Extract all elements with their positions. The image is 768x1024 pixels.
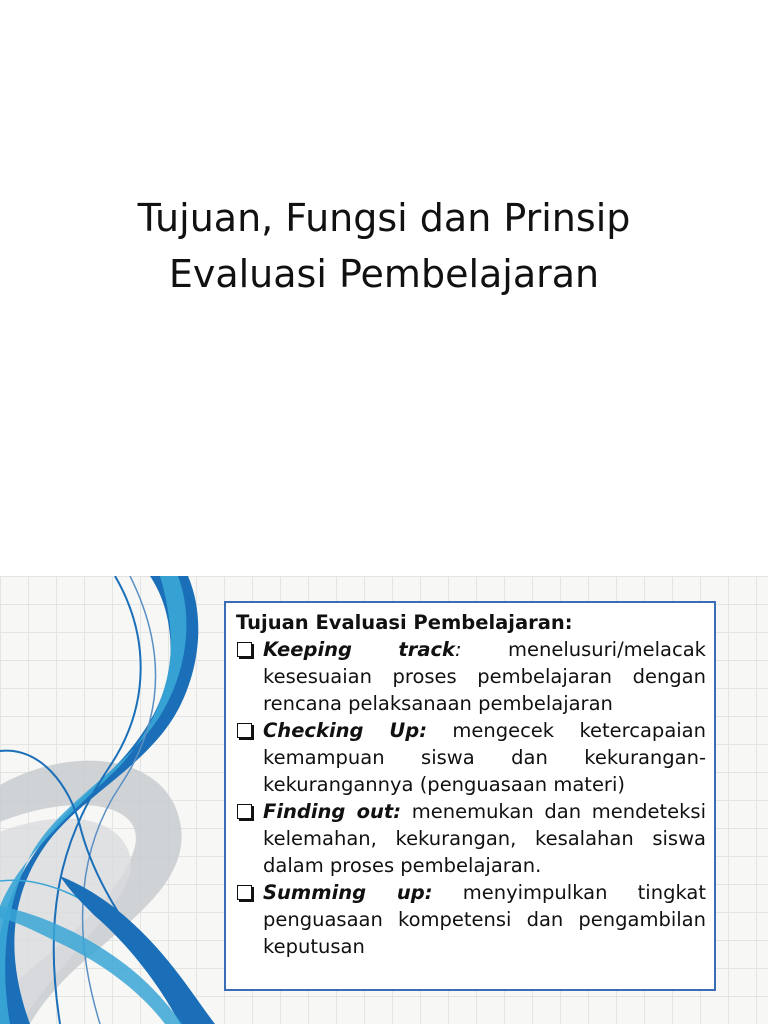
item-description: menemukan dan mendeteksi kelemahan, kekurangan, kesalahan siswa dalam proses pembelajaran. — [263, 800, 706, 877]
item-term: Finding out: — [263, 800, 402, 823]
content-slide — [0, 576, 768, 1024]
objectives-textbox — [224, 601, 716, 991]
item-term: Checking Up: — [263, 719, 427, 742]
item-first-line — [263, 636, 706, 663]
item-term-part-1: Keeping — [263, 638, 352, 661]
list-item — [236, 636, 706, 717]
objectives-list — [236, 636, 706, 960]
item-term-part-2: track — [398, 638, 456, 661]
item-term: Summing up: — [263, 881, 433, 904]
list-item — [236, 879, 706, 960]
item-description: kesesuaian proses pembelajaran dengan rencana pelaksanaan pembelajaran — [263, 665, 706, 715]
checkbox-bullet-icon — [237, 885, 252, 900]
objectives-heading: Tujuan Evaluasi Pembelajaran: — [236, 611, 573, 634]
item-description: mengecek ketercapaian kemampuan siswa dan kekurangan-kekurangannya (penguasaan materi) — [263, 719, 706, 796]
item-first-word: menelusuri/melacak — [508, 638, 706, 661]
slide-title-line-2: Evaluasi Pembelajaran — [168, 252, 600, 296]
list-item — [236, 717, 706, 798]
slide-title-line-1: Tujuan, Fungsi dan Prinsip — [137, 196, 631, 240]
item-description: menyimpulkan tingkat penguasaan kompetensi dan pengambilan keputusan — [263, 881, 706, 958]
checkbox-bullet-icon — [237, 642, 252, 657]
checkbox-bullet-icon — [237, 804, 252, 819]
checkbox-bullet-icon — [237, 723, 252, 738]
list-item — [236, 798, 706, 879]
slide-title — [0, 190, 768, 302]
item-term-colon: : — [455, 638, 462, 661]
item-term-track — [398, 636, 461, 663]
